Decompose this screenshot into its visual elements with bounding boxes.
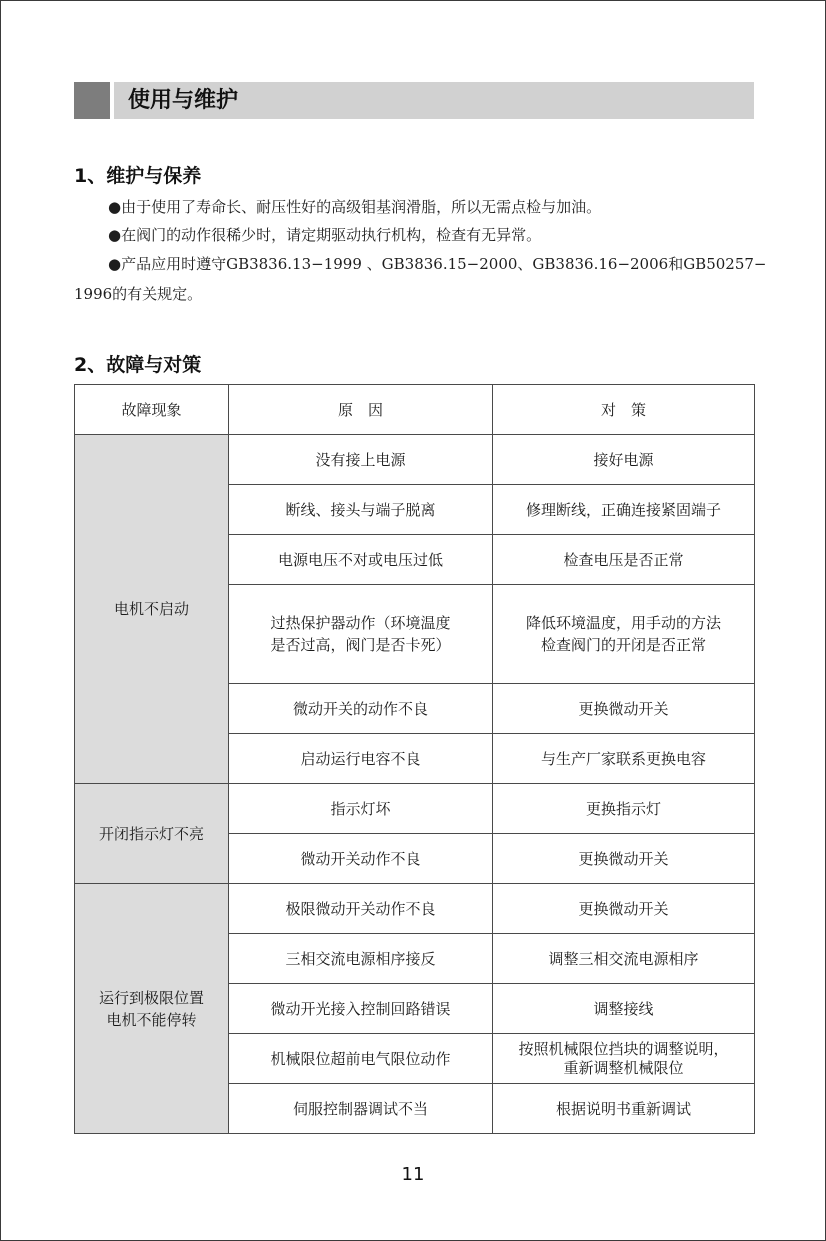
bullet-icon: ●: [108, 255, 122, 273]
remedy-line: 按照机械限位挡块的调整说明，: [518, 1039, 729, 1058]
cause-cell: 三相交流电源相序接反: [229, 934, 493, 984]
cause-cell: 微动开关的动作不良: [229, 684, 493, 734]
remedy-cell: [493, 1034, 755, 1084]
cause-cell: 机械限位超前电气限位动作: [229, 1034, 493, 1084]
cause-cell: 电源电压不对或电压过低: [229, 535, 493, 585]
maintenance-item-1: [108, 197, 601, 217]
header-phenomenon: 故障现象: [75, 385, 229, 435]
maintenance-item-text: 产品应用时遵守GB3836.13−1999 、GB3836.15−2000、GB3836.16−2006和GB50257−: [121, 255, 767, 273]
remedy-cell: 调整接线: [493, 984, 755, 1034]
cause-line: 过热保护器动作（环境温度: [270, 614, 451, 632]
page-title: 使用与维护: [128, 88, 239, 113]
bullet-icon: ●: [108, 198, 122, 216]
phenomenon-text: 开闭指示灯不亮: [98, 824, 204, 843]
remedy-line: 检查阀门的开闭是否正常: [540, 636, 706, 654]
maintenance-item-text: 在阀门的动作很稀少时，请定期驱动执行机构，检查有无异常。: [121, 226, 542, 244]
phenomenon-cell: [75, 884, 229, 1134]
phenomenon-text: 电机不启动: [113, 600, 189, 618]
remedy-cell: 更换微动开关: [493, 884, 755, 934]
phenomenon-cell: [75, 435, 229, 784]
title-marker-block: [74, 82, 110, 119]
remedy-cell: 修理断线，正确连接紧固端子: [493, 485, 755, 535]
maintenance-item-text: 由于使用了寿命长、耐压性好的高级钼基润滑脂，所以无需点检与加油。: [121, 198, 602, 216]
maintenance-item-3: [108, 254, 766, 274]
table-row: [75, 435, 755, 485]
remedy-cell: 调整三相交流电源相序: [493, 934, 755, 984]
table-header-row: [75, 385, 755, 435]
remedy-cell: 根据说明书重新调试: [493, 1084, 755, 1134]
remedy-line: 降低环境温度，用手动的方法: [525, 614, 721, 632]
header-remedy: 对 策: [493, 385, 755, 435]
phenomenon-text: 运行到极限位置: [98, 988, 204, 1007]
page-number: 11: [401, 1164, 425, 1185]
remedy-cell: [493, 585, 755, 684]
remedy-cell: 与生产厂家联系更换电容: [493, 734, 755, 784]
bullet-icon: ●: [108, 226, 122, 244]
phenomenon-cell: [75, 784, 229, 884]
header-cause: 原 因: [229, 385, 493, 435]
phenomenon-text: 电机不能停转: [106, 1010, 197, 1029]
cause-cell: [229, 585, 493, 684]
remedy-line: 重新调整机械限位: [563, 1058, 684, 1077]
cause-line: 是否过高，阀门是否卡死）: [270, 636, 451, 654]
remedy-cell: 检查电压是否正常: [493, 535, 755, 585]
maintenance-item-3-continuation: 1996的有关规定。: [74, 285, 203, 303]
cause-cell: 断线、接头与端子脱离: [229, 485, 493, 535]
maintenance-item-2: [108, 225, 541, 245]
section-title-bar: [74, 82, 754, 119]
remedy-cell: 更换指示灯: [493, 784, 755, 834]
cause-cell: 伺服控制器调试不当: [229, 1084, 493, 1134]
cause-cell: 微动开光接入控制回路错误: [229, 984, 493, 1034]
remedy-cell: 更换微动开关: [493, 684, 755, 734]
cause-cell: 启动运行电容不良: [229, 734, 493, 784]
cause-cell: 极限微动开关动作不良: [229, 884, 493, 934]
table-row: [75, 784, 755, 834]
cause-cell: 微动开关动作不良: [229, 834, 493, 884]
cause-cell: 指示灯坏: [229, 784, 493, 834]
table-row: [75, 884, 755, 934]
remedy-cell: 更换微动开关: [493, 834, 755, 884]
troubleshooting-heading: 2、故障与对策: [74, 354, 202, 376]
remedy-cell: 接好电源: [493, 435, 755, 485]
cause-cell: 没有接上电源: [229, 435, 493, 485]
fault-table: [74, 384, 755, 1134]
maintenance-heading: 1、维护与保养: [74, 165, 202, 187]
